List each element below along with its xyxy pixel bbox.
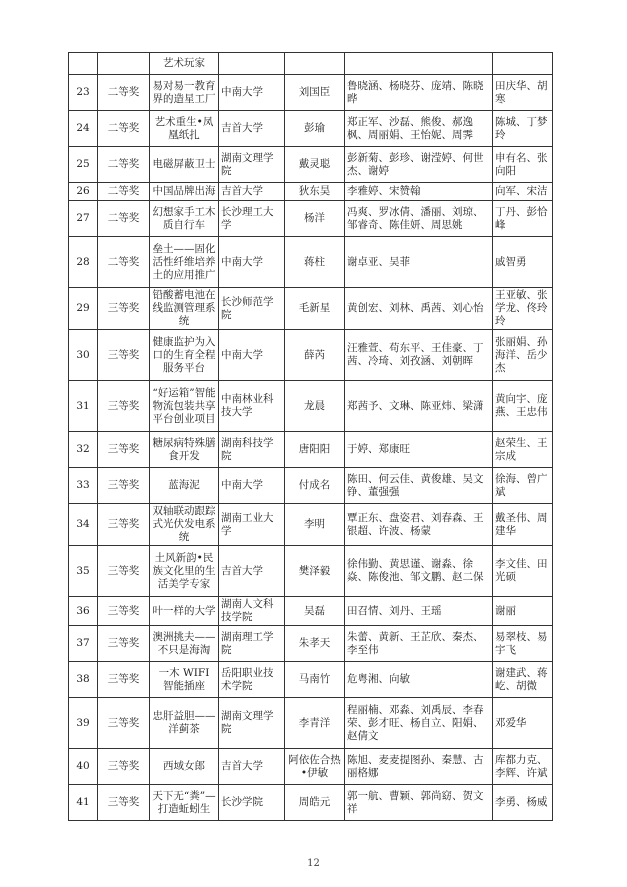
cell-number: 36 (69, 597, 98, 626)
cell-leader (285, 53, 345, 75)
cell-members: 于婷、郑康旺 (345, 432, 493, 468)
cell-leader: 朱孝天 (285, 626, 345, 662)
table-row (69, 468, 553, 504)
cell-leader: 薛芮 (285, 330, 345, 381)
table-row (69, 626, 553, 662)
cell-project-name: 健康监护为入口的生育全程服务平台 (150, 330, 219, 381)
cell-school: 中南大学 (219, 330, 285, 381)
cell-project-name: 铅酸蓄电池在线监测管理系统 (150, 288, 219, 330)
cell-leader: 毛新星 (285, 288, 345, 330)
cell-number: 33 (69, 468, 98, 504)
cell-members: 郑茜予、文琳、陈亚炜、梁潇 (345, 381, 493, 432)
table-row (69, 53, 553, 75)
table-row (69, 330, 553, 381)
table-row (69, 597, 553, 626)
cell-members: 覃正东、盘姿君、刘春森、王银超、许波、杨蒙 (345, 504, 493, 546)
cell-award: 三等奖 (98, 288, 150, 330)
cell-members: 彭新菊、彭珍、谢滢婷、何世杰、谢婷 (345, 147, 493, 183)
cell-project-name: 忠肝益胆——洋蓟茶 (150, 698, 219, 749)
cell-members: 田召情、刘丹、王瑶 (345, 597, 493, 626)
cell-leader: 蒋柱 (285, 237, 345, 288)
cell-school: 湖南文理学院 (219, 698, 285, 749)
cell-members: 鲁晓涵、杨晓芬、庞靖、陈晓晔 (345, 75, 493, 111)
cell-school: 湖南文理学院 (219, 147, 285, 183)
cell-school: 长沙师范学院 (219, 288, 285, 330)
cell-school: 中南林业科技大学 (219, 381, 285, 432)
table-row (69, 201, 553, 237)
cell-school: 湖南工业大学 (219, 504, 285, 546)
cell-number: 37 (69, 626, 98, 662)
cell-project-name: 中国品牌出海 (150, 183, 219, 201)
cell-advisors: 王亚敏、张学龙、佟玲玲 (493, 288, 553, 330)
cell-project-name: 幻想家手工木质自行车 (150, 201, 219, 237)
cell-leader: 狄东昊 (285, 183, 345, 201)
cell-advisors: 申有名、张向阳 (493, 147, 553, 183)
page-number: 12 (307, 858, 320, 869)
cell-award: 三等奖 (98, 698, 150, 749)
cell-number: 35 (69, 546, 98, 597)
cell-number: 41 (69, 785, 98, 821)
cell-number: 23 (69, 75, 98, 111)
cell-project-name: 艺术重生•凤凰纸扎 (150, 111, 219, 147)
cell-leader: 阿依佐合热•伊敏 (285, 749, 345, 785)
cell-project-name: 叶一样的大学 (150, 597, 219, 626)
cell-award: 三等奖 (98, 381, 150, 432)
cell-advisors: 赵荣生、王宗成 (493, 432, 553, 468)
cell-advisors: 戴圣伟、周建华 (493, 504, 553, 546)
cell-advisors: 易翠枝、易宇飞 (493, 626, 553, 662)
cell-award: 三等奖 (98, 662, 150, 698)
cell-leader: 彭瑜 (285, 111, 345, 147)
cell-award: 二等奖 (98, 237, 150, 288)
cell-school: 中南大学 (219, 237, 285, 288)
cell-school (219, 53, 285, 75)
cell-school: 吉首大学 (219, 183, 285, 201)
table-row (69, 504, 553, 546)
cell-leader: 杨洋 (285, 201, 345, 237)
table-row (69, 749, 553, 785)
cell-award: 三等奖 (98, 546, 150, 597)
cell-school: 吉首大学 (219, 111, 285, 147)
table-row (69, 288, 553, 330)
cell-award: 二等奖 (98, 201, 150, 237)
awards-table-body (69, 53, 553, 821)
cell-project-name: “好运箱”智能物流包装共享平台创业项目 (150, 381, 219, 432)
cell-award: 三等奖 (98, 468, 150, 504)
cell-number: 28 (69, 237, 98, 288)
cell-leader: 付成名 (285, 468, 345, 504)
cell-number: 29 (69, 288, 98, 330)
cell-award: 三等奖 (98, 432, 150, 468)
cell-number: 39 (69, 698, 98, 749)
cell-project-name: 西域女郎 (150, 749, 219, 785)
cell-members: 汪雅萱、苟东平、王佳豪、丁茜、冷琦、刘孜涵、刘朝晖 (345, 330, 493, 381)
cell-school: 湖南科技学院 (219, 432, 285, 468)
cell-advisors: 田庆华、胡寒 (493, 75, 553, 111)
cell-number: 40 (69, 749, 98, 785)
cell-award: 三等奖 (98, 504, 150, 546)
cell-advisors: 黄向宇、庞燕、王忠伟 (493, 381, 553, 432)
cell-number: 27 (69, 201, 98, 237)
table-row (69, 662, 553, 698)
table-row (69, 183, 553, 201)
cell-project-name: 一木 WIFI 智能插座 (150, 662, 219, 698)
cell-members: 谢卓亚、吴菲 (345, 237, 493, 288)
cell-number: 26 (69, 183, 98, 201)
cell-project-name: 双轴联动跟踪式光伏发电系统 (150, 504, 219, 546)
cell-advisors: 李勇、杨威 (493, 785, 553, 821)
cell-advisors: 徐海、曾广斌 (493, 468, 553, 504)
cell-award (98, 53, 150, 75)
cell-school: 湖南人文科技学院 (219, 597, 285, 626)
cell-members: 危粤湘、向敏 (345, 662, 493, 698)
cell-advisors: 戚智勇 (493, 237, 553, 288)
cell-advisors: 丁丹、彭恰峰 (493, 201, 553, 237)
table-row (69, 381, 553, 432)
cell-school: 长沙理工大学 (219, 201, 285, 237)
table-row (69, 147, 553, 183)
cell-project-name: 澳洲挑夫——不只是海淘 (150, 626, 219, 662)
awards-table (68, 52, 553, 821)
cell-advisors: 库都力克、李辉、许斌 (493, 749, 553, 785)
cell-award: 三等奖 (98, 626, 150, 662)
cell-project-name: 蓝海泥 (150, 468, 219, 504)
cell-award: 三等奖 (98, 749, 150, 785)
table-row (69, 546, 553, 597)
cell-advisors (493, 53, 553, 75)
cell-project-name: 艺术玩家 (150, 53, 219, 75)
table-row (69, 111, 553, 147)
cell-members: 李雅婷、宋赞翰 (345, 183, 493, 201)
cell-number: 32 (69, 432, 98, 468)
cell-advisors: 谢丽 (493, 597, 553, 626)
cell-leader: 唐阳阳 (285, 432, 345, 468)
cell-project-name: 易对易一教育界的造星工厂 (150, 75, 219, 111)
cell-members: 郑正军、沙磊、熊俊、郝逸枫、周丽娟、王怡妮、周霁 (345, 111, 493, 147)
cell-members: 徐伟勤、黄思谨、谢淼、徐焱、陈俊池、邹文鹏、赵二保 (345, 546, 493, 597)
cell-project-name: 糖尿病特殊膳食开发 (150, 432, 219, 468)
cell-advisors: 邓爱华 (493, 698, 553, 749)
cell-school: 吉首大学 (219, 546, 285, 597)
cell-school: 长沙学院 (219, 785, 285, 821)
cell-project-name: 垒土——固化活性纤维培养土的应用推广 (150, 237, 219, 288)
cell-advisors: 李文佳、田光硕 (493, 546, 553, 597)
cell-leader: 李明 (285, 504, 345, 546)
cell-leader: 戴灵聪 (285, 147, 345, 183)
cell-members: 陈旭、麦麦提图孙、秦慧、古丽格娜 (345, 749, 493, 785)
cell-members: 程丽楠、邓淼、刘禹辰、李春荣、彭才旺、杨自立、阳娟、赵倩文 (345, 698, 493, 749)
cell-members (345, 53, 493, 75)
cell-number: 25 (69, 147, 98, 183)
cell-number: 24 (69, 111, 98, 147)
table-row (69, 237, 553, 288)
cell-members: 冯爽、罗冰倩、潘丽、刘琼、邹睿奇、陈佳妍、周思姚 (345, 201, 493, 237)
cell-award: 二等奖 (98, 111, 150, 147)
cell-award: 二等奖 (98, 183, 150, 201)
cell-number: 31 (69, 381, 98, 432)
cell-project-name: 土风新韵•民族文化里的生活美学专家 (150, 546, 219, 597)
cell-leader: 樊泽毅 (285, 546, 345, 597)
cell-leader: 李青洋 (285, 698, 345, 749)
cell-members: 陈田、何云佳、黄俊雄、吴文铮、董强强 (345, 468, 493, 504)
cell-leader: 龙晨 (285, 381, 345, 432)
cell-leader: 吴磊 (285, 597, 345, 626)
cell-leader: 刘国臣 (285, 75, 345, 111)
cell-number: 38 (69, 662, 98, 698)
cell-award: 二等奖 (98, 75, 150, 111)
cell-award: 三等奖 (98, 330, 150, 381)
cell-advisors: 谢建武、蒋屹、胡微 (493, 662, 553, 698)
cell-project-name: 电磁屏蔽卫士 (150, 147, 219, 183)
cell-number: 30 (69, 330, 98, 381)
cell-award: 二等奖 (98, 147, 150, 183)
cell-award: 三等奖 (98, 597, 150, 626)
cell-advisors: 陈城、丁梦玲 (493, 111, 553, 147)
cell-school: 中南大学 (219, 468, 285, 504)
cell-school: 吉首大学 (219, 749, 285, 785)
table-row (69, 698, 553, 749)
cell-number (69, 53, 98, 75)
cell-members: 朱蕾、黄新、王芷欣、秦杰、李至伟 (345, 626, 493, 662)
table-row (69, 785, 553, 821)
cell-school: 中南大学 (219, 75, 285, 111)
table-row (69, 432, 553, 468)
cell-leader: 周皓元 (285, 785, 345, 821)
cell-leader: 马南竹 (285, 662, 345, 698)
table-row (69, 75, 553, 111)
cell-advisors: 向军、宋洁 (493, 183, 553, 201)
cell-school: 湖南理工学院 (219, 626, 285, 662)
cell-members: 黄创宏、刘林、禹茜、刘心怡 (345, 288, 493, 330)
cell-award: 三等奖 (98, 785, 150, 821)
cell-advisors: 张丽娟、孙海洋、岳少杰 (493, 330, 553, 381)
cell-project-name: 天下无“粪”—打造蚯蚓生 (150, 785, 219, 821)
cell-school: 岳阳职业技术学院 (219, 662, 285, 698)
cell-number: 34 (69, 504, 98, 546)
cell-members: 郭一航、曹颖、郭尚窈、贺文祥 (345, 785, 493, 821)
